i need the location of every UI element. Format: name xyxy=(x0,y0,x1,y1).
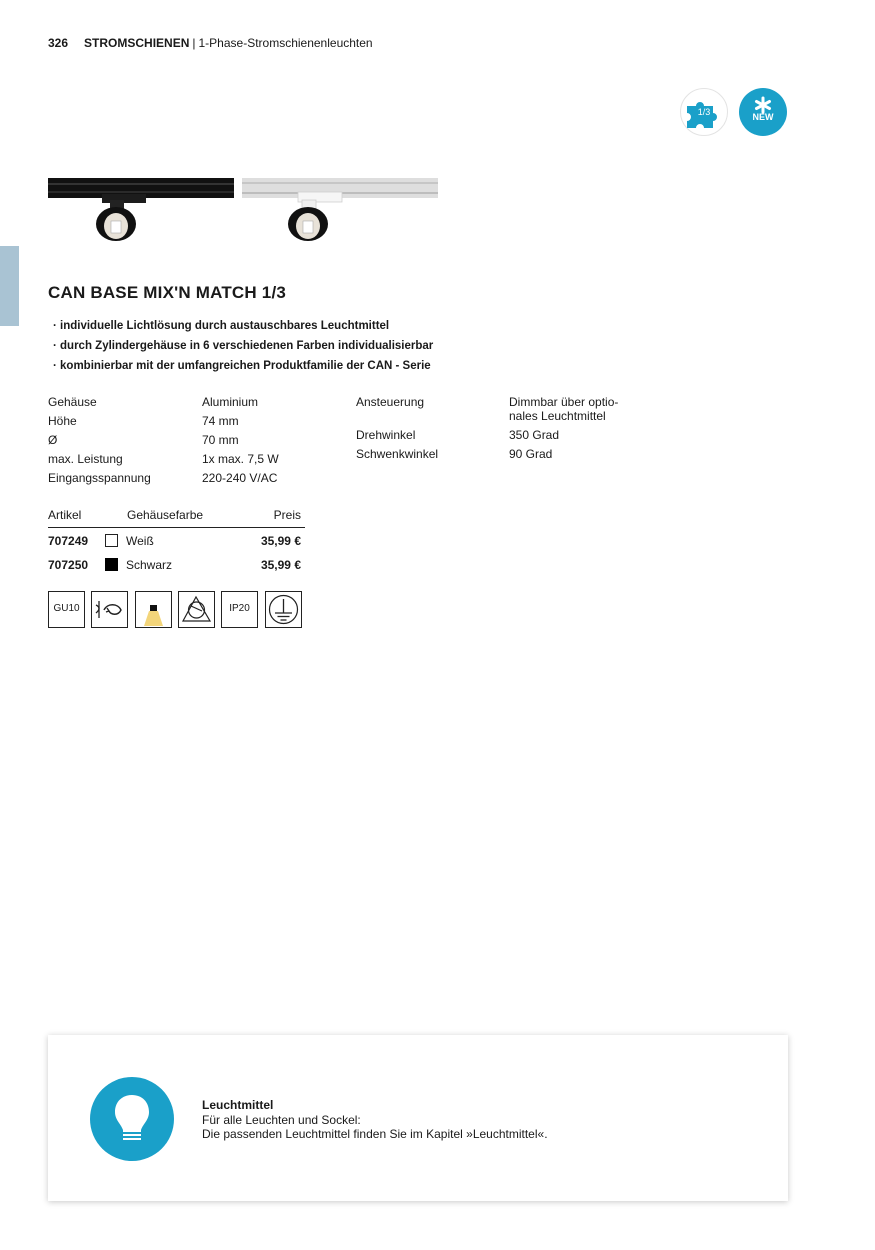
spec-label-rotation: Drehwinkel xyxy=(356,428,416,442)
section-title: STROMSCHIENEN xyxy=(84,36,190,50)
light-bulb-icon xyxy=(90,1077,174,1161)
new-badge-label: NEW xyxy=(752,112,774,122)
info-text xyxy=(202,1098,548,1142)
header-article: Artikel xyxy=(48,508,82,522)
spec-label-tilt: Schwenkwinkel xyxy=(356,447,439,461)
rotate-icon xyxy=(91,591,128,628)
table-header xyxy=(48,508,305,528)
spec-label-control: Ansteuerung xyxy=(356,395,425,409)
feature-list xyxy=(53,316,433,376)
info-heading: Leuchtmittel xyxy=(202,1098,274,1112)
price: 35,99 € xyxy=(260,534,301,548)
price: 35,99 € xyxy=(260,558,301,572)
header-price: Preis xyxy=(273,508,301,522)
info-line: Für alle Leuchten und Sockel: xyxy=(202,1112,361,1127)
info-line: Die passenden Leuchtmittel finden Sie im Kapitel »Leuchtmittel«. xyxy=(202,1127,548,1141)
table-row xyxy=(48,528,305,552)
spec-value-control-1: Dimmbar über optio- xyxy=(509,395,619,409)
color-cell xyxy=(127,558,173,572)
color-name: Weiß xyxy=(126,534,154,548)
new-badge xyxy=(739,88,787,136)
spec-value-voltage: 220-240 V/AC xyxy=(202,471,278,485)
spec-value-housing: Aluminium xyxy=(202,395,259,409)
spec-value-power: 1x max. 7,5 W xyxy=(202,452,279,466)
beam-icon xyxy=(135,591,172,628)
page-number: 326 xyxy=(48,36,69,50)
spec-value-rotation: 350 Grad xyxy=(509,428,560,442)
protection-label: IP20 xyxy=(229,603,250,614)
system-badge-label: 1/3 xyxy=(697,107,711,117)
spec-value-height: 74 mm xyxy=(202,414,239,428)
spec-label-height: Höhe xyxy=(48,414,77,428)
spec-label-housing: Gehäuse xyxy=(48,395,97,409)
color-swatch-black xyxy=(105,558,118,571)
feature-bullet: · durch Zylindergehäuse in 6 verschiedenen Farben individualisierbar xyxy=(53,336,433,356)
color-cell xyxy=(127,534,155,548)
tilt-icon xyxy=(178,591,215,628)
feature-bullet: · kombinierbar mit der umfangreichen Produktfamilie der CAN - Serie xyxy=(53,356,433,376)
spec-value-tilt: 90 Grad xyxy=(509,447,553,461)
color-swatch-white xyxy=(105,534,118,547)
table-row xyxy=(48,552,305,576)
article-number: 707250 xyxy=(48,558,89,572)
socket-label: GU10 xyxy=(53,603,80,614)
feature-bullet: · individuelle Lichtlösung durch austauschbares Leuchtmittel xyxy=(53,316,433,336)
article-number: 707249 xyxy=(48,534,89,548)
spec-value-diameter: 70 mm xyxy=(202,433,239,447)
spec-label-power: max. Leistung xyxy=(48,452,123,466)
chapter-tab xyxy=(0,246,19,326)
spec-value-control-2: nales Leuchtmittel xyxy=(509,409,606,423)
gu10-socket-icon xyxy=(48,591,85,628)
product-title: CAN BASE MIX'N MATCH 1/3 xyxy=(48,283,287,302)
color-name: Schwarz xyxy=(126,558,173,572)
header-color: Gehäusefarbe xyxy=(127,508,204,522)
system-badge xyxy=(680,88,728,136)
product-image-white xyxy=(242,176,428,248)
spec-label-voltage: Eingangsspannung xyxy=(48,471,151,485)
protective-earth-icon xyxy=(265,591,302,628)
spec-label-diameter: Ø xyxy=(48,433,58,447)
ip20-icon xyxy=(221,591,258,628)
subsection-title: 1-Phase-Stromschienenleuchten xyxy=(198,36,373,50)
page-header xyxy=(48,36,373,50)
product-image-black xyxy=(48,176,234,248)
article-table xyxy=(48,508,305,576)
header-separator: | xyxy=(192,36,196,50)
